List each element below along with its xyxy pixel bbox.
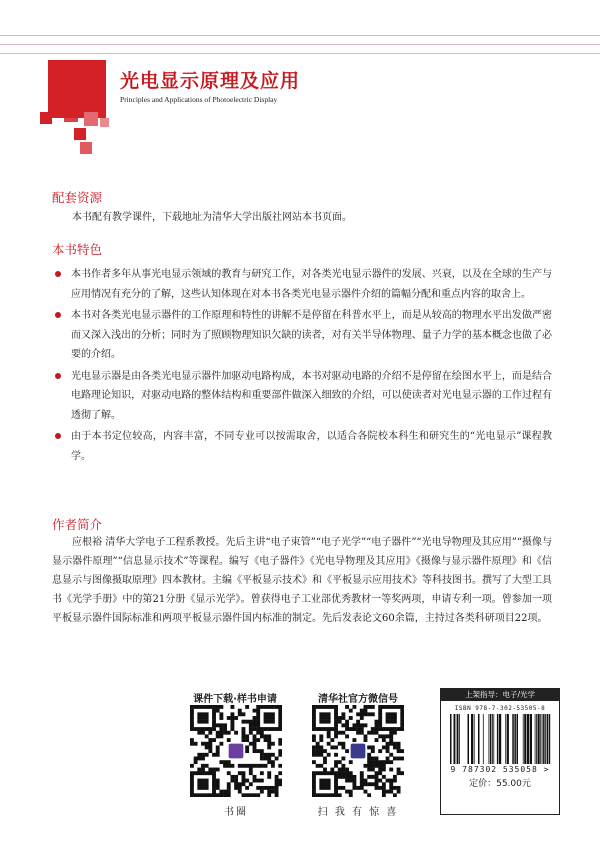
top-rule: [0, 44, 600, 45]
top-rule: [0, 53, 600, 54]
bullet-dot-icon: [55, 271, 61, 277]
bullet-dot-icon: [55, 373, 61, 379]
logo-square: [80, 142, 92, 154]
resources-text: 本书配有教学课件，下载地址为清华大学出版社网站本书页面。: [72, 212, 352, 223]
feature-item: 由于本书定位较高，内容丰富，不同专业可以按需取舍，以适合各院校本科生和研究生的“光电显示”课程教学。: [52, 427, 552, 466]
isbn-text: ISBN 978-7-302-53505-8: [454, 705, 546, 712]
logo-square: [74, 128, 86, 140]
publisher-seal-icon: [351, 744, 366, 759]
barcode-digits: 9 787302 535058 >: [450, 765, 550, 774]
author-bio: 应根裕 清华大学电子工程系教授。先后主讲“电子束管”“电子光学”“电子器件”“光电导物理及其应用”“摄像与显示器件原理”“信息显示技术”等课程。编写《电子器件》《光电导物理及其应用》《摄像与显示器件原理》和《信息显示与图像摄取原理》四本教材。主编《平板显示技术》和《平板显示应用技术》等科技图书。撰写了大型工具书《光学手册》中的第21分册《显示光学》。曾获得电子工业部优秀教材一等奖两项，申请专利一项。曾参加一项平板显示器件国际标准和两项平板显示器件国内标准的制定。先后发表论文60余篇，主持过各类科研项目22项。: [52, 537, 552, 624]
qr-label-courseware: 课件下载·样书申请: [193, 694, 277, 705]
qr-caption-wechat: 扫 我 有 惊 喜: [317, 807, 399, 818]
logo-square: [64, 108, 78, 122]
book-stack-icon: [229, 744, 244, 759]
bullet-dot-icon: [55, 312, 61, 318]
book-title: 光电显示原理及应用: [120, 70, 301, 92]
bullet-dot-icon: [55, 433, 61, 439]
feature-item: 本书作者多年从事光电显示领域的教育与研究工作，对各类光电显示器件的发展、兴衰，以及在全球的生产与应用情况有充分的了解，这些认知体现在对本书各类光电显示器件介绍的篇幅分配和重点内容的取舍上。: [52, 265, 552, 304]
logo-square: [40, 112, 52, 124]
barcode-bars-icon: [448, 714, 552, 764]
author-heading: 作者简介: [52, 517, 103, 532]
features-heading: 本书特色: [52, 242, 103, 257]
logo-square: [84, 112, 98, 126]
features-list: [52, 265, 552, 468]
price-text: 定价：55.00元: [469, 779, 531, 789]
feature-item: 本书对各类光电显示器件的工作原理和特性的讲解不是停留在科普水平上，而是从较高的物理水平出发做严密而又深入浅出的分析；同时为了照顾物理知识欠缺的读者，对有关半导体物理、量子力学的基本概念也做了必要的介绍。: [52, 306, 552, 365]
book-subtitle: Principles and Applications of Photoelectric Display: [120, 95, 278, 104]
barcode-panel: [440, 688, 560, 815]
qr-pattern-icon: [312, 705, 404, 797]
qr-code-courseware[interactable]: [190, 705, 282, 797]
qr-label-wechat: 清华社官方微信号: [318, 694, 398, 705]
shelving-category: 上架指导：电子/光学: [441, 689, 559, 701]
resources-heading: 配套资源: [52, 190, 103, 205]
qr-pattern-icon: [190, 705, 282, 797]
qr-code-wechat[interactable]: [312, 705, 404, 797]
logo-square: [100, 118, 109, 127]
qr-caption-courseware: 书圈: [224, 807, 248, 818]
top-rule: [0, 35, 600, 36]
feature-item: 光电显示器是由各类光电显示器件加驱动电路构成，本书对驱动电路的介绍不是停留在绘图水平上，而是结合电路理论知识，对驱动电路的整体结构和重要部件做深入细致的介绍，可以使读者对光电显示器的工作过程有透彻了解。: [52, 367, 552, 426]
